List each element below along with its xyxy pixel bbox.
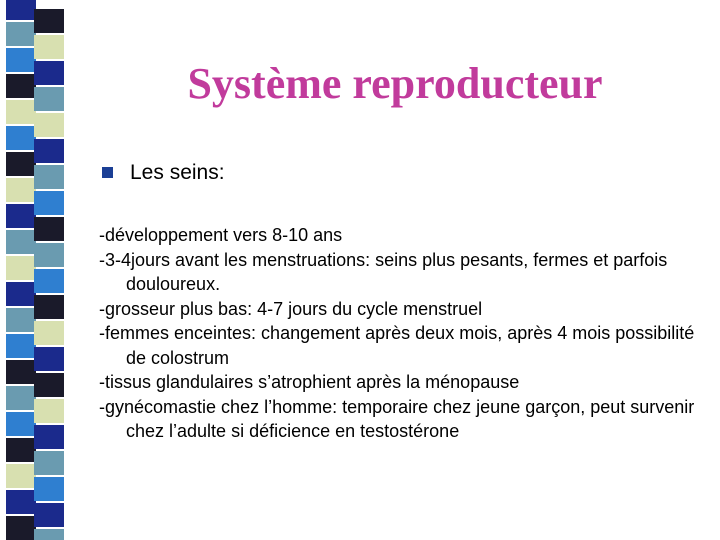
stripe-block	[6, 152, 36, 176]
stripe-block	[6, 308, 36, 332]
stripe-block	[34, 35, 64, 59]
body-line: -tissus glandulaires s’atrophient après la ménopause	[99, 372, 520, 392]
bullet-label: Les seins:	[130, 161, 225, 184]
body-line: -3-4jours avant les menstruations: seins plus pesants, fermes et parfois douloureux.	[99, 249, 668, 294]
stripe-block	[34, 87, 64, 111]
stripe-block	[6, 230, 36, 254]
stripe-block	[6, 282, 36, 306]
stripe-block	[34, 191, 64, 215]
stripe-block	[6, 516, 36, 540]
stripe-block	[34, 477, 64, 501]
stripe-block	[6, 204, 36, 228]
stripe-block	[34, 9, 64, 33]
stripe-block	[34, 425, 64, 449]
stripe-block	[34, 165, 64, 189]
square-bullet-icon	[102, 167, 113, 178]
stripe-block	[6, 0, 36, 20]
stripe-block	[6, 74, 36, 98]
stripe-block	[6, 490, 36, 514]
body-line: -gynécomastie chez l’homme: temporaire chez jeune garçon, peut survenir chez l’adulte si déficience en testostérone	[99, 396, 695, 441]
stripe-block	[34, 217, 64, 241]
stripe-block	[6, 360, 36, 384]
stripe-block	[6, 178, 36, 202]
stripe-block	[6, 464, 36, 488]
stripe-block	[6, 126, 36, 150]
stripe-block	[34, 347, 64, 371]
stripe-block	[6, 334, 36, 358]
body-line: -grosseur plus bas: 4-7 jours du cycle menstruel	[99, 298, 483, 319]
stripe-block	[6, 48, 36, 72]
body-text-list	[99, 223, 699, 444]
stripe-block	[6, 22, 36, 46]
stripe-block	[34, 321, 64, 345]
stripe-block	[34, 503, 64, 527]
stripe-block	[34, 373, 64, 397]
stripe-block	[6, 438, 36, 462]
body-line: -développement vers 8-10 ans	[99, 225, 343, 245]
stripe-block	[34, 451, 64, 475]
stripe-block	[6, 100, 36, 124]
stripe-block	[34, 139, 64, 163]
stripe-block	[34, 269, 64, 293]
stripe-block	[6, 412, 36, 436]
stripe-block	[34, 295, 64, 319]
stripe-block	[6, 256, 36, 280]
stripe-block	[34, 243, 64, 267]
slide-title: Système reproducteur	[187, 59, 603, 108]
stripe-block	[34, 399, 64, 423]
stripe-block	[34, 529, 64, 540]
stripe-block	[6, 386, 36, 410]
decorative-stripe	[0, 0, 66, 540]
stripe-block	[34, 113, 64, 137]
body-line: -femmes enceintes: changement après deux mois, après 4 mois possibilité de colostrum	[99, 323, 695, 368]
stripe-block	[34, 61, 64, 85]
